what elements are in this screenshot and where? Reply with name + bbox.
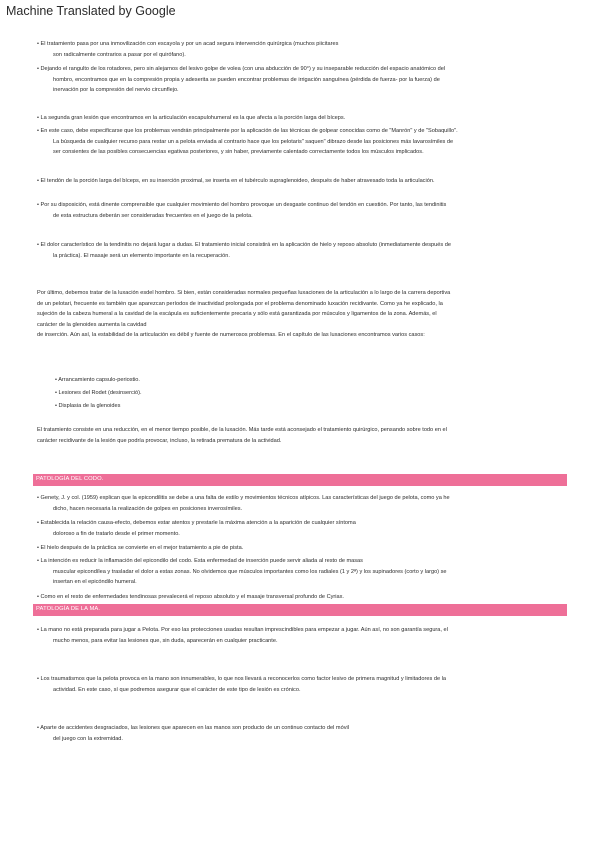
paragraph-hand-trauma: • Los traumatismos que la pelota provoca en la mano son innumerables, lo que nos llevará a reconocerlos como factor lesivo de primera magnitud y limitadores de la actividad. En este caso, sí que podremos asegurar que el carácter de este tipo de lesión es crónico. xyxy=(37,676,446,693)
paragraph-epicondylitis: • Genety, J. y col. (1959) explican que la epicondilitis se debe a una falta de estilo y movimientos técnicos atípicos. Las características del juego de pelota, como ya he dicho, hacen necesaria la realización de golpes en posiciones inverosímiles. xyxy=(37,495,450,512)
paragraph-biceps-tendon: • El tendón de la porción larga del bíceps, en su inserción proximal, se inserta en el tubérculo supraglenoideo, después de haber atravesado toda la articulación. xyxy=(37,178,435,184)
paragraph-rotators: • Dejando el rangulto de los rotadores, pero sin alejarnos del lesivo golpe de volea (con una abducción de 90°) y su inseparable reducción del espacio anatómico del hombro, encontramos que en la compresión propia y adeserita se pueden encontrar problemas de irrigación sanguínea (pérdida de fuerza- por la fuerza) de inervación por la compresión del nervio circunflejo. xyxy=(37,66,446,93)
paragraph-inflammation: • La intención es reducir la inflamación del epicondilo del codo. Esta enfermedad de inserción puede servir aliada al resto de masas muscular epicondílea y trasladar el dolor a estas zonas. No olvidemos que músculos importantes como los radiales (1 y 2ª) y los supinadores (corto y largo) se insertan en el epicóndilo humeral. xyxy=(37,558,447,585)
paragraph-techniques: • En este caso, debe especificarse que los problemas vendrán principalmente por la aplicación de las técnicas de golpear conocidas como de "Manrón" y de "Sobaquillo". La búsqueda de cualquier recurso para restar un a pelota enviada al contrario hace que los pelotaris" saquen" dibrazo desde las posiciones más lavarosímiles de ser consientes de las posibles consecuencias egativas posteriores, y sin haber, previamente calentado correctamente todos los músculos implicados. xyxy=(37,128,458,155)
paragraph-tendinitis-wear: • Por su disposición, está dinente comprensible que cualquier movimiento del hombro provoque un desgaste continuo del tendón en cuestión. Por tanto, las tendinitis de esta estructura deberán ser consideradas frecuentes en el juego de la pelota. xyxy=(37,202,447,219)
paragraph-biceps-lesion: • La segunda gran lesión que encontramos en la articulación escapulohumeral es la que afecta a la porción larga del bíceps. xyxy=(37,115,346,121)
paragraph-tendinitis-pain: • El dolor característico de la tendinitis no dejará lugar a dudas. El tratamiento inicial consistirá en la aplicación de hielo y reposo absoluto (inmediatamente después de la práctica). El masaje será un elemento importante en la recuperación. xyxy=(37,242,451,259)
paragraph-rest-massage: • Como en el resto de enfermedades tendinosas prevalecerá el reposo absoluto y el masaje transversal profundo de Cyriax. xyxy=(37,594,344,600)
section-header-hand: PATOLOGÍA DE LA MA. xyxy=(33,604,567,616)
paragraph-shoulder-luxation: Por último, debemos tratar de la luxación esdel hombro. Si bien, están consideradas normales pequeñas luxaciones de la articulación a lo largo de la carrera deportiva de un pelotari, frecuente es también que aparezcan períodos de inactividad prolongada por el problema denominado luxación recidivante. Como ya he explicado, la sujeción de la cabeza humeral a la cavidad de la escápula es suficientemente precaria y sólo está garantizada por músculos y ligamentos de la zona. Además, el carácter de la glenoides aumenta la cavidad de inserción. Aún así, la estabilidad de la articulación es débil y fuente de numerosos problemas. En el capítulo de las luxaciones encontramos varios casos: xyxy=(37,290,451,338)
list-item-capsule: • Arrancamiento capsulo-periostio. xyxy=(55,377,140,383)
paragraph-immobilization: • El tratamiento pasa por una inmovilización con escayola y por un acad segura intervención quirúrgica (muchos piicitares son radicalmente contrarios a pasar por el quirófano). xyxy=(37,41,339,58)
paragraph-ice-treatment: • El hielo después de la práctica se convierte en el mejor tratamiento a pie de pista. xyxy=(37,545,244,551)
paragraph-hand-contact: • Aparte de accidentes desgraciados, las lesiones que aparecen en las manos son producto de un continuo contacto del móvil del juego con la extremidad. xyxy=(37,725,349,742)
list-item-dysplasia: • Displasia de la glenoides xyxy=(55,403,121,409)
paragraph-cause-effect: • Establecida la relación causa-efecto, debemos estar atentos y prestarle la máxima atención a la aparición de cualquier síntoma doloroso a fin de tratarlo desde el primer momento. xyxy=(37,520,356,537)
paragraph-luxation-treatment: El tratamiento consiste en una reducción, en el menor tiempo posible, de la luxación. Más tarde está aconsejado el tratamiento quirúrgico, pensando sobre todo en el carácter recidivante de la lesión que podría provocar, incluso, la retirada prematura de la actividad. xyxy=(37,427,447,444)
machine-translation-banner: Machine Translated by Google xyxy=(6,4,176,18)
list-item-rodet: • Lesiones del Rodet (desinserció). xyxy=(55,390,142,396)
section-header-elbow: PATOLOGÍA DEL CODO. xyxy=(33,474,567,486)
paragraph-hand-protection: • La mano no está preparada para jugar a Pelota. Por eso las protecciones usadas resultan imprescindibles para empezar a jugar. Aún así, no son garantía segura, el mucho menos, para evitar las lesiones que, sin duda, aparecerán en cualquier practicante. xyxy=(37,627,448,644)
